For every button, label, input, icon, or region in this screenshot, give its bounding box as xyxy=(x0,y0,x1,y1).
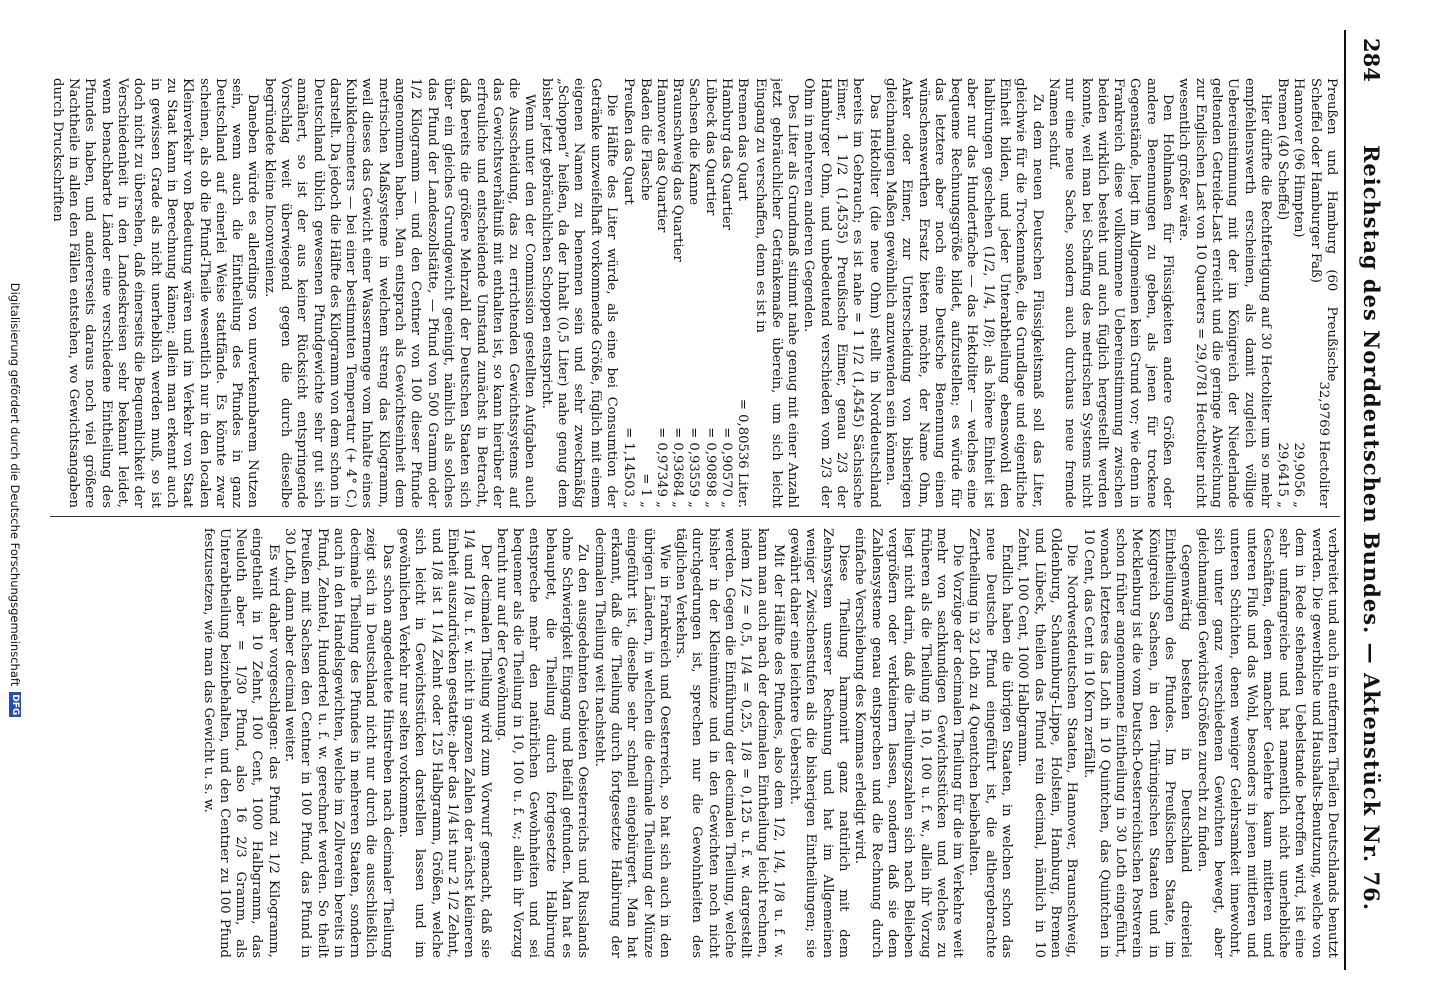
page-header xyxy=(1352,38,1392,958)
table-cell-value: 29,9056 „ xyxy=(1291,442,1307,508)
table-cell-label: Hannover (96 Himpten) xyxy=(1291,78,1307,238)
table-cell-value: = 0,93684 „ xyxy=(670,427,686,508)
paragraph: Das schon angedeutete Hinstreben nach decimaler Theilung zeigt sich in Deutschland nicht nur durch die ausschließlich decimale Theilung des Pfundes in mehreren Staaten, sondern auch in den Handelsgewichten, welche im Zollverein bereits in Pfund, Zehntel, Hundertel u. f. w. gerechnet werden. So theilt Preußen mit Sachsen den Centner in 100 Pfund, das Pfund in 30 Loth, dann aber decimal weiter. xyxy=(282,528,395,958)
paragraph: Mit der Hälfte des Pfundes, also dem 1/2, 1/4, 1/8 u. f. w. kann man auch nach der decimalen Eintheilung leicht rechnen, indem 1/2 = 0,5, 1/4 = 0,25, 1/8 = 0,125 u. f. w. dargestellt werden. Gegen die Einführung der decimalen Theilung, welche bisher in der Kleinmünze und in den Gewichten noch nicht durchgedrungen ist, sprechen nur die Gewohnheiten des täglichen Verkehrs. xyxy=(673,528,786,958)
table-row xyxy=(701,78,717,508)
table-row xyxy=(620,78,636,508)
header-rule xyxy=(1344,30,1346,970)
table-cell-label: Hamburg das Quartier xyxy=(719,78,735,231)
paragraph: Es wird daher vorgeschlagen: das Pfund zu 1/2 Kilogramm, eingetheilt in 10 Zehnt, 100 Cent, 1000 Halbgramm, das Neuloth aber = 1/30 Pfund, also 16 2/3 Gramm, als Unterabtheilung beizubehalten, und den Centner zu 100 Pfund festzusetzen, wie man das Gewicht u. s. w. xyxy=(200,528,281,958)
table-cell-value: = 1 „ xyxy=(637,473,653,508)
paragraph: Endlich haben die übrigen Staaten, in welchen schon das neue Deutsche Pfund eingeführt ist, die althergebrachte Zertheilung in 32 Loth zu 4 Quentchen beibehalten. xyxy=(966,528,1015,958)
paragraph: Die Nordwestdeutschen Staaten, Hannover, Braunschweig, Oldenburg, Schaumburg-Lippe, Holstein, Hamburg, Bremen und Lübeck, theilen das Pfund rein decimal, nämlich in 10 Zehnt, 100 Cent, 1000 Halbgramm. xyxy=(1015,528,1080,958)
paragraph: Das Hektoliter (die neue Ohm) stellt in Norddeutschland bereits im Gebrauch; es ist nahe = 1 1/2 (1,4545) Sächsische Eimer, 1 1/2 (1,4535) Preußische Eimer, genau 2/3 der Hamburger Ohm, und unbedeutend verschieden vom 2/3 der Ohm in mehreren anderen Gegenden. xyxy=(801,78,882,508)
paragraph: Den Hohlmaßen für Flüssigkeiten andere Größen oder andere Benennungen zu geben, als jenen für trockene Gegenstände, liegt im Allgemeinen kein Grund vor; wie denn in Frankreich diese vollkommene Uebereinstimmung zwischen beiden wirklich besteht und auch füglich hergestellt werden konnte, weil man bei Schaffung des metrischen Systems nicht nur eine neue Sache, sondern auch durchaus neue fremde Namen schuf. xyxy=(1045,78,1176,508)
right-column xyxy=(40,528,1340,958)
table-row xyxy=(1274,78,1290,508)
table-cell-value: = 1,14503 „ xyxy=(621,427,637,508)
table-row xyxy=(636,78,652,508)
table-row xyxy=(718,78,734,508)
table-cell-label: Braunschweig das Quartier xyxy=(670,78,686,262)
paragraph: Zu den ausgedehnten Gebieten Oesterreichs und Russlands ohne Schwierigkeit Eingang und Beifall gefunden. Man hat es behauptet, die Theilung durch fortgesetzte Halbirung entspreche mehr den natürlichen Gewohnheiten und sei bequemer als die Theilung in 10, 100 u. f. w.; allein ihr Vorzug beruht nur auf der Gewöhnung. xyxy=(493,528,591,958)
column-divider xyxy=(50,516,1340,517)
table-cell-label: Preußen und Hamburg (60 Preußische Scheffel oder Hamburger Faß) xyxy=(1307,78,1339,382)
table-row xyxy=(669,78,685,508)
table-cell-label: Hannover das Quartier xyxy=(653,78,669,233)
table-cell-value: = 0,93559 „ xyxy=(686,427,702,508)
table-row xyxy=(734,78,750,508)
table-cell-value: = 0,90570 „ xyxy=(719,427,735,508)
table-cell-value: 29,6415 „ xyxy=(1275,442,1291,508)
paragraph: Der decimalen Theilung wird zum Vorwurf gemacht, daß sie 1/4 und 1/8 u. f. w. nicht in ganzen Zahlen der nächst kleineren Einheit auszudrücken gestatte; aber das 1/4 ist nur 2 1/2 Zehnt, und 1/8 ist 1 1/4 Zehnt oder 125 Halbgramm, Größen, welche sich leicht in Gewichtsstücken darstellen lassen und im gewöhnlichen Verkehr nur selten vorkommen. xyxy=(396,528,493,958)
table-cell-value: = 0,90898 „ xyxy=(702,427,718,508)
table-cell-label: Sachsen die Kanne xyxy=(686,78,702,206)
paragraph: Hier dürfte die Rechtfertigung auf 30 Hectoliter um so mehr empfehlenswerth erscheinen, als damit zugleich völlige Uebereinstimmung mit der im Königreich der Niederlande geltenden Getreide-Last erreicht und die geringe Abweichung zur Englischen Last von 10 Quarters = 29,0781 Hectoliter nicht wesentlich größer wäre. xyxy=(1176,78,1273,508)
table-cell-label: Lübeck das Quartier xyxy=(702,78,718,216)
left-column xyxy=(40,78,1340,508)
paragraph: verbreitet und auch in entfernten Theilen Deutschlands benutzt werden. Die gewerbliche und Haushalts-Benutzung, welche von dem in Rede stehenden Uebelstande betroffen wird, ist eine sehr umfangreiche und hat namentlich nicht unerhebliche Geschäften, denen mancher Gelehrte kaum mittleren und unteren Fluß und das Wohl, besonders in jenen mittleren und unteren Schichten, denen weniger Gelehrsamkeit innewohnt, sich unter ganz verschiedenen Gewichten bewegt, aber gleichnamigen Gewichts-Größen zurecht zu finden. xyxy=(1194,528,1340,958)
paragraph: Diese Theilung harmonirt ganz natürlich mit dem Zehnsystem unserer Rechnung und hat im Allgemeinen weniger Zwischenstufen als die bisherigen Eintheilungen; sie gewährt daher eine leichtere Uebersicht. xyxy=(787,528,852,958)
dfg-logo-icon: DFG xyxy=(10,694,20,716)
paragraph: Daneben würde es allerdings von unverkennbarem Nutzen sein, wenn auch die Eintheilung des Pfundes in ganz Deutschland auf einerlei Weise stattfände. Es könnte zwar scheinen, als ob die Pfund-Theile wesentlich nur in den localen Kleinverkehr von Bedeutung wären und im Verkehr von Staat zu Staat kann in Berechnung kämen; allein man erkennt auch in gewissen Grade als nicht unerheblich werden muß, so ist doch nicht zu übersehen, daß einerseits die Bequemlichkeit der Verschiedenheit in den Landeskreisen sehr bekannt leidet, wenn benachbarte Länder eine verschiedene Eintheilung des Pfundes haben, und andererseits daraus noch viel größere Nachtheile in allen den Fällen entstehen, wo Gewichtsangaben durch Druckschriften xyxy=(49,78,261,508)
paragraph: Wenn unter den der Commission gestellten Aufgaben auch die Ausscheidung, das zu errichtenden Gewichtssystems auf das Gewichtsverhältniß mit enthalten ist, so kann hierüber der erfreuliche und entscheidende Umstand zunächst in Betracht, daß bereits die größere Mehrzahl der Deutschen Staaten sich über ein gleiches Grundgewicht geeinigt, nämlich als solches das Pfund der Landeszollstätte, — Pfund von 500 Gramm oder 1/2 Kilogramm — und den Centner von 100 dieser Pfunde angenommen haben. Man entsprach als Gewichtseinheit dem metrischen Maßsysteme in welchem streng das Kilogramm, weil dieses das Gewicht einer Wassermenge vom Inhalte eines Kubikdecimeters — bei einer bestimmten Temperatur (+ 4° C.) darstellt. Da jedoch die Hälfte des Kilogramm von dem schon in Deutschland üblich gewesenen Pfundgewichte sehr gut sich annähert, so ist der aus keiner Rücksicht entspringende Vorschlag weit überwiegend gegen die durch dieselbe begründete kleine Inconvenienz. xyxy=(261,78,538,508)
table-cell-label: Bremen das Quart xyxy=(735,78,751,201)
table-row xyxy=(1290,78,1306,508)
credit-text: Digitalisierung gefördert durch die Deutsche Forschungsgemeinschaft xyxy=(8,282,22,687)
table-cell-label: Baden die Flasche xyxy=(637,78,653,201)
paragraph: Die Vorzüge der decimalen Theilung für die im Verkehre weit mehr von sachkundigen Gewichtsstücken und welches zu früheren als die Theilung in 10, 100 u. f. w., allein ihr Vorzug liegt nicht darin, daß die Theilungszahlen sich nach Belieben vergrößern oder verkleinern lassen, sondern daß sie dem Zahlensysteme genau entsprechen und die Rechnung durch einfache Verschiebung des Kommas erledigt wird. xyxy=(852,528,966,958)
table-row xyxy=(685,78,701,508)
table-row xyxy=(1306,78,1339,508)
paragraph: Wie in Frankreich und Oesterreich, so hat sich auch in den übrigen Ländern, in welchen die decimale Theilung der Münze eingeführt ist, dieselbe sehr schnell eingebürgert. Man hat erkannt, daß die Theilung durch fortgesetzte Halbirung der decimalen Theilung weit nachsteht. xyxy=(591,528,672,958)
table-cell-label: Preußen das Quart xyxy=(621,78,637,205)
table-measures xyxy=(1274,78,1339,508)
paragraph: Die Hälfte des Liter würde, als eine bei Consumtion der Getränke unzweifelhaft vorkommende Größe, füglich mit einem eigenen Namen zu benennen sein und sehr zweckmäßig „Schoppen“ heißen, da der Inhalt (0,5 Liter) nahe genug dem bisher jetzt gebräuchlichen Schoppen entspricht. xyxy=(538,78,619,508)
table-cell-value: 32,9769 Hectoliter xyxy=(1315,381,1331,508)
paragraph: Gegenwärtig bestehen in Deutschland dreierlei Eintheilungen des Pfundes. Im Preußischen Staate, im Königreich Sachsen, in den Thüringischen Staaten und in Mecklenburg ist die vom Deutsch-Oesterreichischen Postverein schon früher angenommene Eintheilung in 30 Loth eingeführt, wonach letzteres das Loth in 10 Quintchen, das Quintchen in 10 Cent, das Cent in 10 Korn zerfällt. xyxy=(1080,528,1194,958)
table-cell-value: = 0,97349 „ xyxy=(653,427,669,508)
page-number: 284 xyxy=(1359,38,1385,82)
paragraph: Des Liter als Grundmaß stimmt nahe genug mit einer Anzahl jetzt gebräuchlicher Getränkemaße überein, um sich leicht Eingang zu verschaffen, denn es ist in xyxy=(752,78,801,508)
paragraph: Zu dem neuen Deutschen Flüssigkeitsmaß soll das Liter, gleichwie für die Trockenmaße, die Grundlage und eigentliche Einheit bilden, und jeder Unterabtheilung ebensowohl den halbirungen geschehen (1/2, 1/4, 1/8); als höhere Einheit ist aber nur das Hundertfache — das Hektoliter — welches eine bequeme Rechnungsgröße bildet, aufzustellen; es würde für das letztere aber noch eine Deutsche Benennung einen wünschenswerthen Ersatz bieten möchte, der Name Ohm, Anker oder Eimer, zur Unterscheidung von bisherigen gleichnamigen Maßen gewöhnlich anzuwenden sein können. xyxy=(882,78,1045,508)
table-cell-value: = 0,80536 Liter. xyxy=(735,398,751,508)
table-row xyxy=(653,78,669,508)
table-cell-label: Bremen (40 Scheffel) xyxy=(1275,78,1291,221)
table-liters xyxy=(620,78,750,508)
digitization-credit xyxy=(6,0,24,1000)
running-title: Reichstag des Norddeutschen Bundes. — Aktenstück Nr. 76. xyxy=(1359,144,1385,912)
